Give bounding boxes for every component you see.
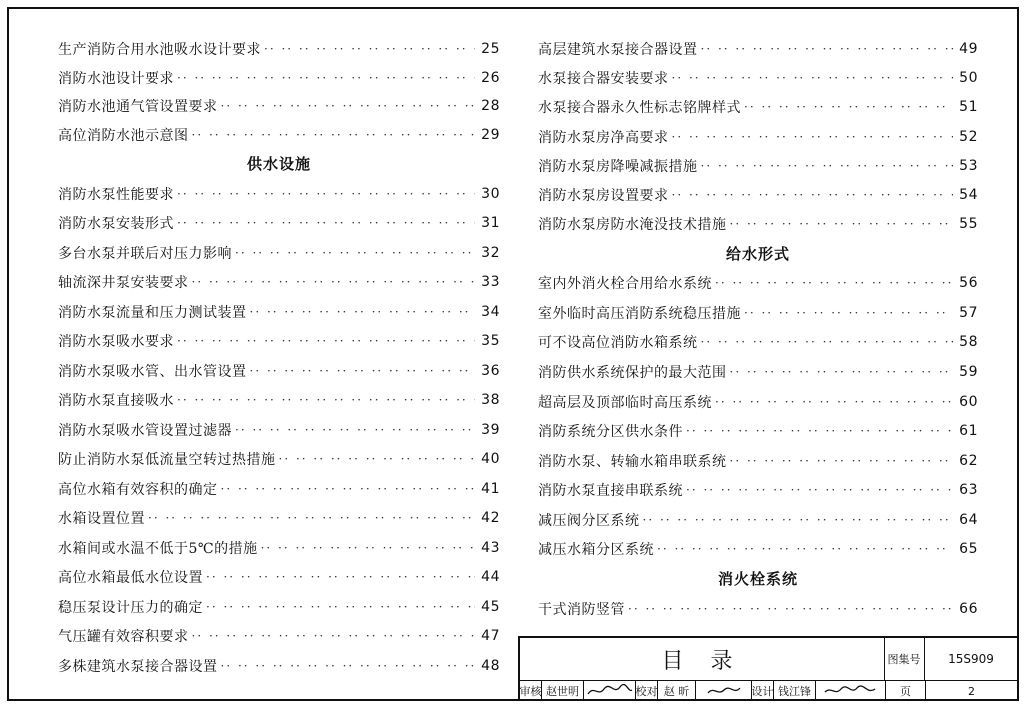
toc-entry[interactable] [538, 184, 978, 206]
title-block [518, 636, 1017, 701]
entry-page: 53 [959, 158, 978, 174]
entry-title: 减压水箱分区系统 [538, 542, 654, 558]
page-label: 页 [886, 681, 926, 701]
toc-entry[interactable] [538, 302, 978, 324]
leader-dots [744, 306, 953, 320]
toc-entry[interactable] [538, 391, 978, 413]
leader-dots [250, 364, 476, 378]
leader-dots [672, 130, 954, 144]
toc-entry[interactable] [58, 448, 500, 470]
entry-page: 41 [481, 481, 500, 497]
entry-page: 57 [959, 305, 978, 321]
toc-entry[interactable] [538, 272, 978, 294]
atlas-number-label: 图集号 [884, 638, 925, 681]
leader-dots [235, 423, 475, 437]
entry-page: 52 [959, 129, 978, 145]
toc-entry[interactable] [538, 213, 978, 235]
toc-entry[interactable] [538, 479, 978, 501]
title-block-signatures [520, 681, 1017, 701]
entry-page: 34 [481, 304, 500, 320]
entry-page: 55 [959, 216, 978, 232]
leader-dots [192, 128, 476, 142]
page-number: 2 [968, 684, 975, 698]
entry-page: 60 [959, 394, 978, 410]
leader-dots [261, 541, 475, 555]
entry-title: 室外临时高压消防系统稳压措施 [538, 306, 741, 322]
entry-title: 减压阀分区系统 [538, 513, 640, 529]
toc-entry[interactable] [58, 655, 500, 677]
entry-page: 65 [959, 541, 978, 557]
leader-dots [221, 482, 476, 496]
toc-entry[interactable] [58, 625, 500, 647]
entry-title: 水箱间或水温不低于5℃的措施 [58, 541, 258, 557]
entry-page: 26 [481, 70, 500, 86]
leader-dots [628, 602, 953, 616]
entry-title: 防止消防水泵低流量空转过热措施 [58, 452, 276, 468]
toc-entry[interactable] [538, 361, 978, 383]
leader-dots [657, 542, 953, 556]
entry-title: 消防水泵房设置要求 [538, 188, 669, 204]
section-heading: 消火栓系统 [717, 570, 798, 588]
designer-signature [816, 681, 886, 701]
entry-page: 43 [481, 540, 500, 556]
entry-page: 38 [481, 392, 500, 408]
leader-dots [715, 395, 953, 409]
toc-entry[interactable] [58, 301, 500, 323]
toc-entry[interactable] [58, 124, 500, 146]
entry-page: 29 [481, 127, 500, 143]
entry-page: 58 [959, 334, 978, 350]
entry-title: 消防水泵吸水管设置过滤器 [58, 423, 232, 439]
toc-entry[interactable] [58, 566, 500, 588]
leader-dots [206, 600, 475, 614]
leader-dots [264, 42, 475, 56]
toc-entry[interactable] [538, 96, 978, 118]
toc-entry[interactable] [538, 38, 978, 60]
leader-dots [177, 71, 475, 85]
design-label: 设计 [752, 681, 774, 701]
toc-entry[interactable] [538, 450, 978, 472]
leader-dots [192, 275, 476, 289]
entry-page: 63 [959, 482, 978, 498]
section-heading: 给水形式 [725, 245, 790, 263]
entry-title: 水箱设置位置 [58, 511, 145, 527]
leader-dots [221, 659, 476, 673]
entry-title: 高位水箱有效容积的确定 [58, 482, 218, 498]
toc-entry[interactable] [538, 67, 978, 89]
toc-entry[interactable] [58, 330, 500, 352]
entry-page: 44 [481, 569, 500, 585]
toc-entry[interactable] [58, 507, 500, 529]
leader-dots [192, 629, 476, 643]
entry-title: 多台水泵并联后对压力影响 [58, 246, 232, 262]
entry-title: 超高层及顶部临时高压系统 [538, 395, 712, 411]
entry-title: 多株建筑水泵接合器设置 [58, 659, 218, 675]
toc-entry[interactable] [538, 155, 978, 177]
leader-dots [744, 100, 953, 114]
reviewer-signature [584, 681, 636, 701]
entry-title: 水泵接合器永久性标志铭牌样式 [538, 100, 741, 116]
entry-title: 消防水泵吸水要求 [58, 334, 174, 350]
toc-entry[interactable] [58, 537, 500, 559]
entry-page: 39 [481, 422, 500, 438]
leader-dots [643, 513, 954, 527]
leader-dots [177, 393, 475, 407]
leader-dots [148, 511, 475, 525]
entry-title: 消防水池设计要求 [58, 71, 174, 87]
entry-title: 消防水泵流量和压力测试装置 [58, 305, 247, 321]
entry-page: 47 [481, 628, 500, 644]
toc-entry[interactable] [58, 95, 500, 117]
entry-page: 30 [481, 186, 500, 202]
entry-title: 消防水泵直接吸水 [58, 393, 174, 409]
entry-title: 消防水泵吸水管、出水管设置 [58, 364, 247, 380]
leader-dots [672, 188, 954, 202]
entry-title: 高层建筑水泵接合器设置 [538, 42, 698, 58]
entry-title: 消防水泵性能要求 [58, 187, 174, 203]
entry-title: 消防水池通气管设置要求 [58, 99, 218, 115]
toc-entry[interactable] [538, 420, 978, 442]
entry-title: 消防水泵房防水淹没技术措施 [538, 217, 727, 233]
checker-signature [696, 681, 752, 701]
checker-name: 赵 昕 [658, 681, 696, 701]
entry-title: 消防水泵、转输水箱串联系统 [538, 454, 727, 470]
toc-entry[interactable] [538, 509, 978, 531]
entry-page: 64 [959, 512, 978, 528]
toc-entry[interactable] [58, 67, 500, 89]
entry-page: 49 [959, 41, 978, 57]
reviewer-name: 赵世明 [542, 681, 584, 701]
entry-page: 31 [481, 215, 500, 231]
check-label: 校对 [636, 681, 658, 701]
toc-entry[interactable] [538, 126, 978, 148]
toc-entry[interactable] [58, 419, 500, 441]
entry-page: 48 [481, 658, 500, 674]
leader-dots [730, 454, 954, 468]
leader-dots [686, 424, 953, 438]
leader-dots [730, 217, 954, 231]
entry-title: 稳压泵设计压力的确定 [58, 600, 203, 616]
entry-title: 干式消防竖管 [538, 602, 625, 618]
leader-dots [672, 71, 954, 85]
leader-dots [279, 452, 476, 466]
leader-dots [686, 483, 953, 497]
entry-page: 51 [959, 99, 978, 115]
entry-page: 28 [481, 98, 500, 114]
entry-title: 消防供水系统保护的最大范围 [538, 365, 727, 381]
toc-entry[interactable] [538, 598, 978, 620]
entry-title: 可不设高位消防水箱系统 [538, 335, 698, 351]
entry-page: 25 [481, 41, 500, 57]
entry-title: 气压罐有效容积要求 [58, 629, 189, 645]
toc-entry[interactable] [58, 212, 500, 234]
entry-page: 66 [959, 601, 978, 617]
entry-page: 35 [481, 333, 500, 349]
toc-entry[interactable] [538, 331, 978, 353]
entry-title: 生产消防合用水池吸水设计要求 [58, 42, 261, 58]
leader-dots [177, 334, 475, 348]
leader-dots [221, 99, 476, 113]
entry-page: 32 [481, 245, 500, 261]
leader-dots [730, 365, 954, 379]
toc-entry[interactable] [58, 389, 500, 411]
leader-dots [701, 159, 954, 173]
entry-page: 45 [481, 599, 500, 615]
entry-page: 62 [959, 453, 978, 469]
leader-dots [177, 216, 475, 230]
leader-dots [177, 187, 475, 201]
entry-title: 轴流深井泵安装要求 [58, 275, 189, 291]
designer-name: 钱江锋 [774, 681, 816, 701]
toc-entry[interactable] [58, 360, 500, 382]
entry-title: 水泵接合器安装要求 [538, 71, 669, 87]
entry-page: 42 [481, 510, 500, 526]
entry-title: 消防水泵房降噪减振措施 [538, 159, 698, 175]
entry-title: 消防系统分区供水条件 [538, 424, 683, 440]
toc-entry[interactable] [58, 478, 500, 500]
title-block-title: 目 录 [520, 638, 885, 681]
leader-dots [235, 246, 475, 260]
entry-page: 33 [481, 274, 500, 290]
entry-page: 50 [959, 70, 978, 86]
toc-entry[interactable] [58, 183, 500, 205]
review-label: 审核 [520, 681, 542, 701]
entry-page: 56 [959, 275, 978, 291]
leader-dots [701, 42, 954, 56]
toc-entry[interactable] [58, 271, 500, 293]
entry-title: 高位水箱最低水位设置 [58, 570, 203, 586]
entry-title: 消防水泵直接串联系统 [538, 483, 683, 499]
atlas-number: 15S909 [925, 638, 1017, 681]
entry-title: 室内外消火栓合用给水系统 [538, 276, 712, 292]
toc-entry[interactable] [58, 38, 500, 60]
toc-entry[interactable] [538, 538, 978, 560]
entry-title: 高位消防水池示意图 [58, 128, 189, 144]
leader-dots [250, 305, 476, 319]
section-heading: 供水设施 [246, 155, 311, 173]
toc-entry[interactable] [58, 596, 500, 618]
entry-page: 59 [959, 364, 978, 380]
entry-page: 40 [481, 451, 500, 467]
leader-dots [701, 335, 954, 349]
entry-title: 消防水泵房净高要求 [538, 130, 669, 146]
leader-dots [715, 276, 953, 290]
leader-dots [206, 570, 475, 584]
entry-page: 61 [959, 423, 978, 439]
entry-title: 消防水泵安装形式 [58, 216, 174, 232]
entry-page: 36 [481, 363, 500, 379]
toc-entry[interactable] [58, 242, 500, 264]
entry-page: 54 [959, 187, 978, 203]
